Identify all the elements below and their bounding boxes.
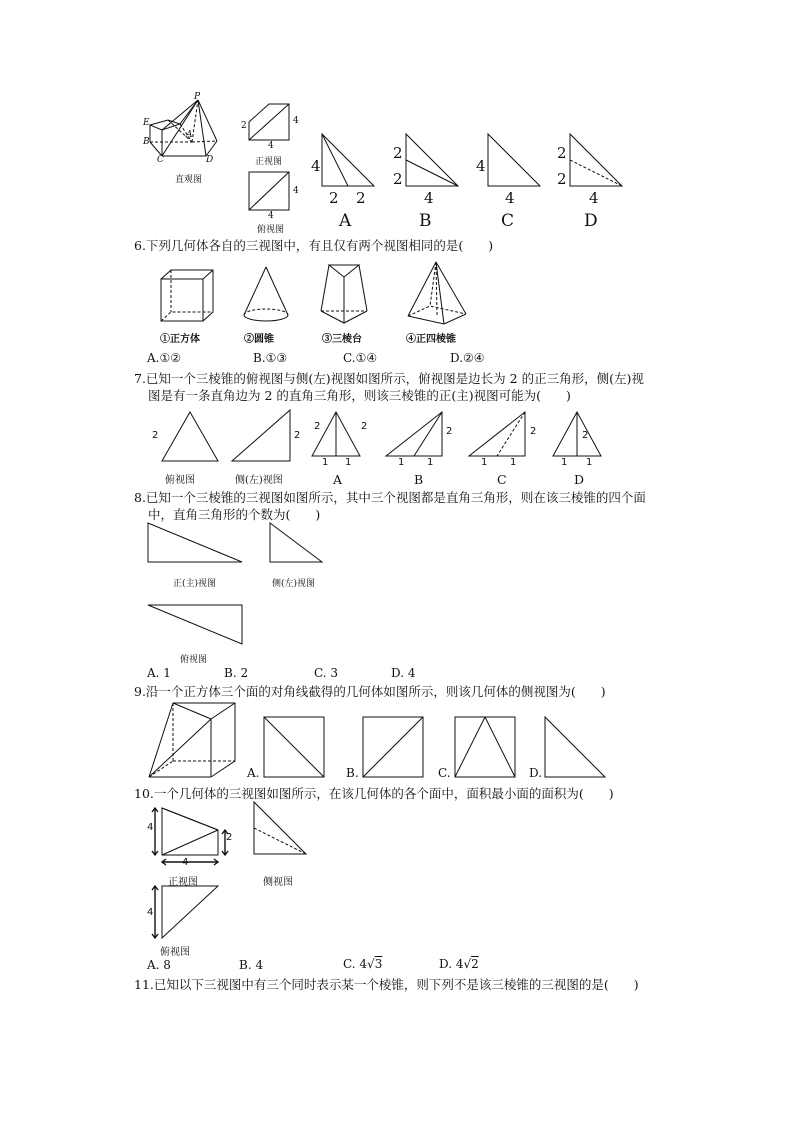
q10-top-caption: 俯视图 — [160, 947, 190, 958]
q5-pt-D: D — [206, 155, 214, 165]
q5-top-view — [249, 172, 291, 212]
q7-top-dim: 2 — [152, 430, 159, 441]
q8-option-d[interactable]: D. 4 — [391, 666, 416, 680]
q10-front-caption: 正视图 — [168, 877, 198, 888]
q5-option-d-figure — [570, 134, 625, 189]
q9-option-a-figure[interactable] — [264, 717, 326, 779]
q7-optA-dim-r: 2 — [361, 421, 368, 432]
q10-option-a[interactable]: A. 8 — [147, 958, 171, 972]
q8-side-caption: 侧(左)视图 — [272, 579, 316, 589]
q5-optA-letter: A — [339, 211, 352, 231]
q7-optA-letter[interactable]: A — [333, 472, 343, 487]
q9-option-d-letter[interactable]: D. — [529, 766, 543, 780]
q5-optB-bottom: 4 — [424, 189, 434, 207]
q6-solid-label-1: ①正方体 — [160, 334, 200, 345]
q5-optD-letter: D — [584, 211, 598, 231]
q6-frustum-figure — [321, 265, 371, 327]
q7-optC-dim-b2: 1 — [510, 457, 517, 468]
q8-question-line2: 中，直角三角形的个数为( ) — [148, 507, 321, 522]
q7-question-line2: 图是有一条直角边为 2 的直角三角形，则该三棱锥的正(主)视图可能为( ) — [148, 388, 571, 403]
q7-optA-dim-b1: 1 — [322, 457, 329, 468]
q6-solid-label-2: ②圆锥 — [244, 334, 274, 345]
q5-pt-P: P — [194, 92, 201, 102]
q10-front-dim-w: 4 — [182, 857, 189, 868]
q7-optA-dim-l: 2 — [314, 421, 321, 432]
q5-optB-left2: 2 — [393, 170, 403, 188]
q7-optB-dim-b1: 1 — [398, 457, 405, 468]
q10-option-c-root: 3 — [374, 957, 383, 971]
q5-front-dim-left: 2 — [241, 121, 247, 131]
q7-option-b-figure — [386, 412, 446, 464]
q6-question-text: 6.下列几何体各自的三视图中，有且仅有两个视图相同的是( ) — [134, 238, 494, 253]
q7-optB-dim-b2: 1 — [427, 457, 434, 468]
q8-top-caption: 俯视图 — [180, 655, 208, 665]
q5-front-dim-right: 4 — [293, 116, 299, 126]
q7-optD-dim-b2: 1 — [586, 457, 593, 468]
q5-optD-bottom: 4 — [589, 189, 599, 207]
q6-option-b[interactable]: B.①③ — [253, 351, 288, 365]
q9-solid-figure — [149, 703, 239, 778]
q10-side-caption: 侧视图 — [263, 877, 293, 888]
q9-option-c-figure[interactable] — [455, 717, 517, 779]
q7-optC-letter[interactable]: C — [497, 472, 507, 487]
q5-optB-letter: B — [419, 211, 432, 231]
q6-option-c[interactable]: C.①④ — [343, 351, 378, 365]
q5-optC-letter: C — [501, 211, 515, 231]
q5-front-caption: 正视图 — [255, 157, 283, 167]
q5-pt-A: A — [186, 130, 193, 140]
q9-option-c-letter[interactable]: C. — [438, 766, 451, 780]
q5-option-b-figure — [406, 134, 461, 189]
radical-sign: √ — [367, 957, 375, 971]
q5-optA-left: 4 — [311, 157, 321, 175]
q10-option-d[interactable] — [439, 957, 479, 971]
q7-optA-dim-b2: 1 — [345, 457, 352, 468]
q5-solid-caption: 直观图 — [175, 175, 203, 185]
q6-option-a[interactable]: A.①② — [147, 351, 181, 365]
q5-optC-bottom: 4 — [505, 189, 515, 207]
q9-option-b-figure[interactable] — [363, 717, 425, 779]
q7-optC-dim-b1: 1 — [481, 457, 488, 468]
q10-option-c[interactable] — [343, 957, 382, 971]
q10-top-dim: 4 — [147, 907, 154, 918]
q10-option-d-root: 2 — [471, 957, 479, 971]
q5-optB-left1: 2 — [393, 144, 403, 162]
q6-option-d[interactable]: D.②④ — [450, 351, 485, 365]
q8-question-line1: 8.已知一个三棱锥的三视图如图所示，其中三个视图都是直角三角形，则在该三棱锥的四个面 — [134, 490, 646, 505]
q7-question-line1: 7.已知一个三棱锥的俯视图与侧(左)视图如图所示，俯视图是边长为 2 的正三角形，侧(左)视 — [134, 371, 644, 386]
q5-option-a-figure — [322, 134, 377, 189]
q10-front-dim-r: 2 — [226, 832, 233, 843]
q5-pt-B: B — [143, 137, 150, 147]
q10-option-c-label: C. 4 — [343, 957, 368, 971]
q7-top-view — [162, 412, 218, 464]
q5-top-dim-bottom: 4 — [268, 211, 274, 221]
q11-question-text: 11.已知以下三视图中有三个同时表示某一个棱锥，则下列不是该三棱锥的三视图的是( ) — [134, 977, 639, 992]
q7-side-view — [232, 410, 292, 464]
q5-top-dim-right: 4 — [293, 186, 299, 196]
q10-option-d-label: D. 4 — [439, 957, 464, 971]
q5-optA-bottom2: 2 — [356, 189, 366, 207]
q10-front-dim-h: 4 — [147, 822, 154, 833]
q6-cone-figure — [242, 267, 292, 327]
q10-top-view — [148, 886, 218, 941]
q6-cube-figure — [161, 270, 221, 330]
q10-option-b[interactable]: B. 4 — [239, 958, 264, 972]
q5-front-view — [249, 104, 291, 146]
q8-side-view — [270, 523, 325, 565]
q7-optD-dim-r: 2 — [582, 430, 589, 441]
q7-side-caption: 侧(左)视图 — [235, 475, 283, 486]
q6-solid-label-3: ③三棱台 — [322, 334, 362, 345]
q5-front-dim-bottom: 4 — [268, 141, 274, 151]
q8-option-b[interactable]: B. 2 — [224, 666, 249, 680]
q7-optB-letter[interactable]: B — [414, 472, 424, 487]
q7-side-dim: 2 — [294, 430, 301, 441]
q5-pt-E: E — [143, 118, 150, 128]
q9-option-b-letter[interactable]: B. — [346, 766, 359, 780]
q9-option-a-letter[interactable]: A. — [247, 766, 260, 780]
q6-pyramid-figure — [408, 262, 468, 328]
q7-optD-letter[interactable]: D — [574, 472, 585, 487]
q5-optC-left: 4 — [476, 157, 486, 175]
q5-optA-bottom1: 2 — [329, 189, 339, 207]
q8-front-caption: 正(主)视图 — [173, 579, 217, 589]
q7-optD-dim-b1: 1 — [561, 457, 568, 468]
q5-top-caption: 俯视图 — [257, 225, 285, 235]
q8-top-view — [148, 605, 244, 647]
q6-solid-label-4: ④正四棱锥 — [406, 334, 456, 345]
q7-optB-dim-r: 2 — [446, 426, 453, 437]
q8-front-view — [148, 523, 244, 565]
q7-option-a-figure — [312, 412, 362, 464]
q5-option-c-figure — [488, 134, 543, 189]
q7-option-c-figure — [469, 412, 529, 464]
q8-option-c[interactable]: C. 3 — [314, 666, 339, 680]
q10-side-view — [254, 802, 310, 857]
q7-optC-dim-r: 2 — [530, 426, 537, 437]
q7-top-caption: 俯视图 — [165, 475, 195, 486]
q5-optD-left2: 2 — [557, 170, 567, 188]
q10-front-view — [148, 808, 238, 873]
q8-option-a[interactable]: A. 1 — [147, 666, 171, 680]
q9-question-text: 9.沿一个正方体三个面的对角线截得的几何体如图所示，则该几何体的侧视图为( ) — [134, 684, 606, 699]
q9-option-d-figure[interactable] — [545, 717, 607, 779]
q5-optD-left1: 2 — [557, 144, 567, 162]
q5-pt-C: C — [157, 155, 164, 165]
radical-sign: √ — [463, 957, 472, 971]
q10-question-text: 10.一个几何体的三视图如图所示，在该几何体的各个面中，面积最小面的面积为( ) — [134, 786, 614, 801]
